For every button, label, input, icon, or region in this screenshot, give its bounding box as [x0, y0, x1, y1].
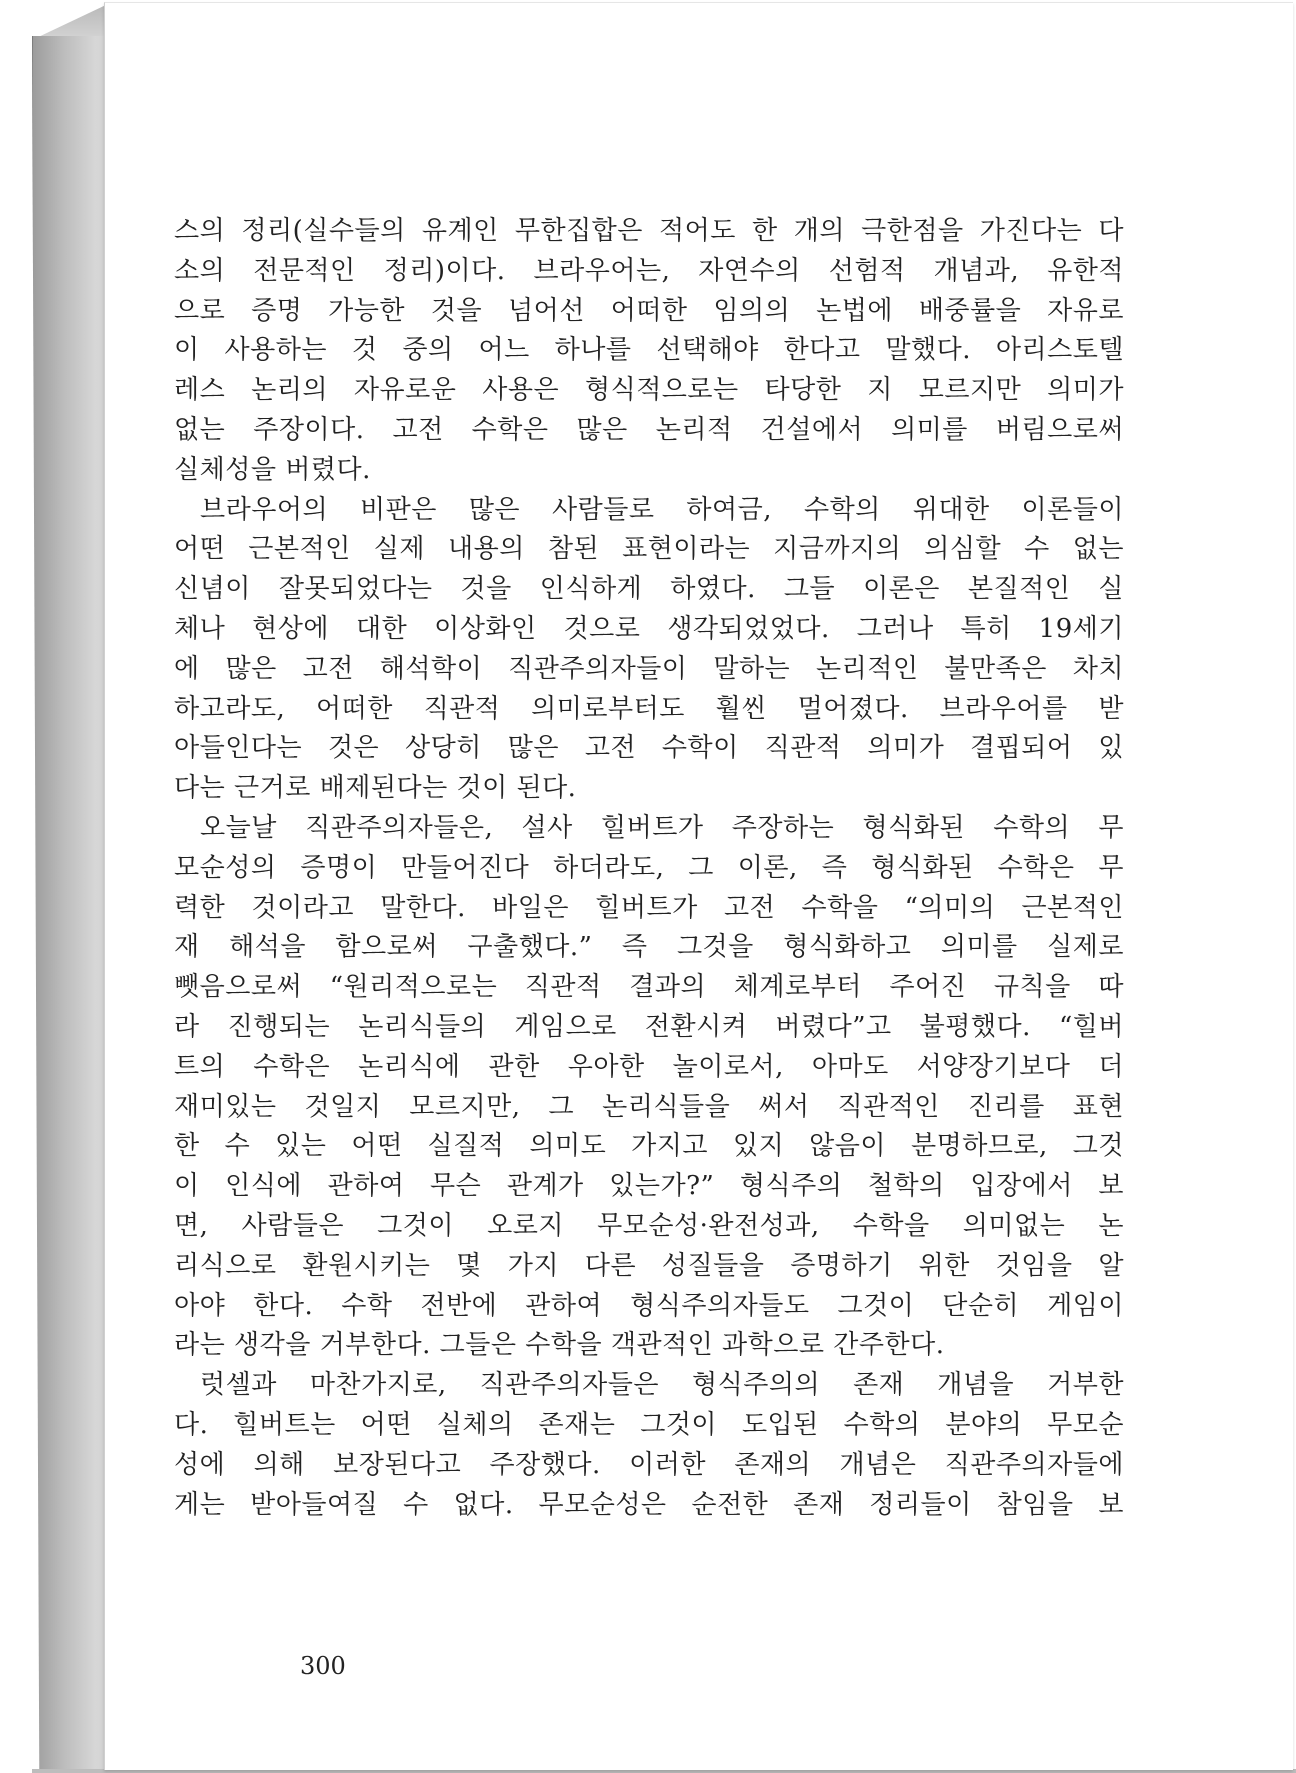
text-line: 스의 정리(실수들의 유계인 무한집합은 적어도 한 개의 극한점을 가진다는 다	[174, 216, 1124, 246]
text-line: 게는 받아들여질 수 없다. 무모순성은 순전한 존재 정리들이 참임을 보	[174, 1489, 1124, 1520]
text-line: 아들인다는 것은 상당히 많은 고전 수학이 직관적 의미가 결핍되어 있	[174, 733, 1124, 764]
text-line: 오늘날 직관주의자들은, 설사 힐버트가 주장하는 형식화된 수학의 무	[200, 812, 1124, 843]
text-line: 이 사용하는 것 중의 어느 하나를 선택해야 한다고 말했다. 아리스토텔	[174, 335, 1124, 366]
text-line: 없는 주장이다. 고전 수학은 많은 논리적 건설에서 의미를 버림으로써	[174, 414, 1124, 445]
text-line: 어떤 근본적인 실제 내용의 참된 표현이라는 지금까지의 의심할 수 없는	[174, 534, 1124, 565]
text-line: 모순성의 증명이 만들어진다 하더라도, 그 이론, 즉 형식화된 수학은 무	[174, 852, 1124, 883]
text-line: 재 해석을 함으로써 구출했다.” 즉 그것을 형식화하고 의미를 실제로	[174, 932, 1124, 963]
text-line: 재미있는 것일지 모르지만, 그 논리식들을 써서 직관적인 진리를 표현	[174, 1091, 1124, 1122]
text-line: 이 인식에 관하여 무슨 관계가 있는가?” 형식주의 철학의 입장에서 보	[174, 1171, 1124, 1202]
text-line: 레스 논리의 자유로운 사용은 형식적으로는 타당한 지 모르지만 의미가	[174, 375, 1124, 406]
text-line: 신념이 잘못되었다는 것을 인식하게 하였다. 그들 이론은 본질적인 실	[174, 574, 1124, 605]
text-line: 리식으로 환원시키는 몇 가지 다른 성질들을 증명하기 위한 것임을 알	[174, 1250, 1124, 1281]
text-line: 실체성을 버렸다.	[174, 454, 371, 485]
text-line: 라는 생각을 거부한다. 그들은 수학을 객관적인 과학으로 간주한다.	[174, 1330, 945, 1361]
text-line: 체나 현상에 대한 이상화인 것으로 생각되었었다. 그러나 특히 19세기	[174, 613, 1124, 644]
text-line: 소의 전문적인 정리)이다. 브라우어는, 자연수의 선험적 개념과, 유한적	[174, 255, 1124, 286]
text-line: 하고라도, 어떠한 직관적 의미로부터도 훨씬 멀어졌다. 브라우어를 받	[174, 693, 1124, 724]
text-line: 면, 사람들은 그것이 오로지 무모순성·완전성과, 수학을 의미없는 논	[174, 1210, 1124, 1241]
text-line: 라 진행되는 논리식들의 게임으로 전환시켜 버렸다”고 불평했다. “힐버	[174, 1011, 1124, 1042]
text-line: 에 많은 고전 해석학이 직관주의자들이 말하는 논리적인 불만족은 차치	[174, 653, 1124, 684]
text-line: 으로 증명 가능한 것을 넘어선 어떠한 임의의 논법에 배중률을 자유로	[174, 295, 1124, 326]
page-number: 300	[300, 1652, 346, 1680]
text-line: 뺏음으로써 “원리적으로는 직관적 결과의 체계로부터 주어진 규칙을 따	[174, 972, 1124, 1003]
book-top-edge	[32, 4, 108, 40]
text-line: 력한 것이라고 말한다. 바일은 힐버트가 고전 수학을 “의미의 근본적인	[174, 892, 1124, 923]
text-line: 트의 수학은 논리식에 관한 우아한 놀이로서, 아마도 서양장기보다 더	[174, 1051, 1124, 1082]
text-line: 한 수 있는 어떤 실질적 의미도 가지고 있지 않음이 분명하므로, 그것	[174, 1131, 1124, 1162]
text-line: 성에 의해 보장된다고 주장했다. 이러한 존재의 개념은 직관주의자들에	[174, 1449, 1124, 1480]
text-line: 브라우어의 비판은 많은 사람들로 하여금, 수학의 위대한 이론들이	[200, 494, 1124, 525]
text-line: 럿셀과 마찬가지로, 직관주의자들은 형식주의의 존재 개념을 거부한	[200, 1370, 1124, 1401]
text-line: 아야 한다. 수학 전반에 관하여 형식주의자들도 그것이 단순히 게임이	[174, 1290, 1124, 1321]
text-line: 다. 힐버트는 어떤 실체의 존재는 그것이 도입된 수학의 분야의 무모순	[174, 1409, 1124, 1440]
text-line: 다는 근거로 배제된다는 것이 된다.	[174, 773, 577, 804]
body-text	[174, 212, 1124, 1525]
